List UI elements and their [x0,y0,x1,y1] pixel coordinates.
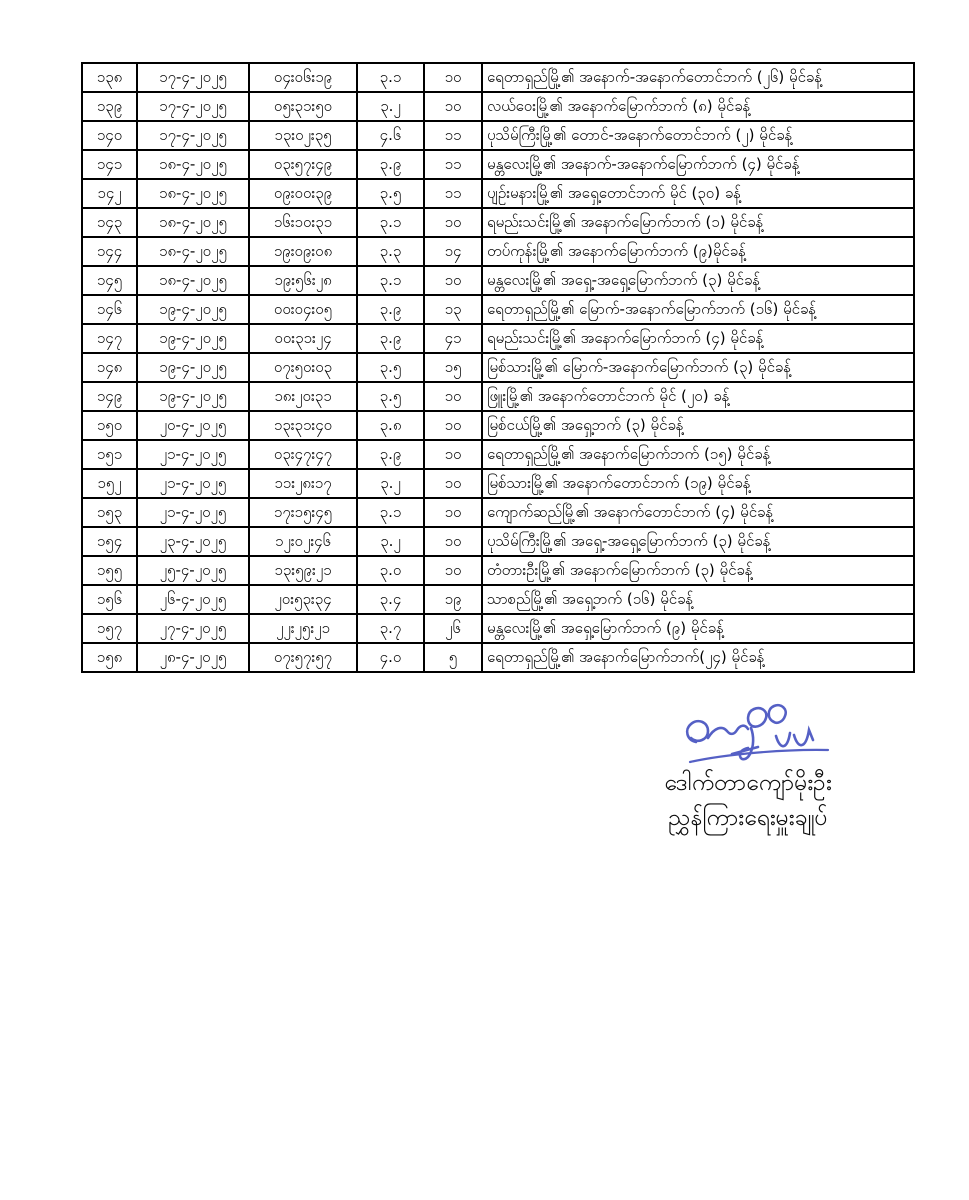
cell-date: ၂၀-၄-၂၀၂၅ [137,411,249,440]
cell-time: ၁၃း၀၂း၃၅ [249,121,357,150]
cell-depth: ၄၁ [424,324,482,353]
signature-path [776,730,813,746]
cell-depth: ၁၁ [424,121,482,150]
table-row [82,63,914,92]
table-row [82,208,914,237]
cell-location: ပျဉ်းမနားမြို့၏ အရှေ့တောင်ဘက် မိုင် (၃၀) ခန့် [482,179,914,208]
cell-magnitude: ၃.၁ [357,266,424,295]
cell-time: ၀၇း၅၀း၀၃ [249,353,357,382]
cell-time: ၁၉း၅၆း၂၈ [249,266,357,295]
cell-location: လယ်ဝေးမြို့၏ အနောက်မြောက်ဘက် (၈) မိုင်ခန့် [482,92,914,121]
table-row [82,527,914,556]
cell-serial-number: ၁၅၀ [82,411,137,440]
cell-date: ၂၁-၄-၂၀၂၅ [137,469,249,498]
table-row [82,266,914,295]
earthquake-table [81,62,915,673]
cell-location: ဖြူးမြို့၏ အနောက်တောင်ဘက် မိုင် (၂၀) ခန့် [482,382,914,411]
cell-location: တံတားဦးမြို့၏ အနောက်မြောက်ဘက် (၃) မိုင်ခန့် [482,556,914,585]
cell-date: ၂၇-၄-၂၀၂၅ [137,614,249,643]
cell-serial-number: ၁၄၄ [82,237,137,266]
cell-location: ရမည်းသင်းမြို့၏ အနောက်မြောက်ဘက် (၄) မိုင်ခန့် [482,324,914,353]
cell-location: မြစ်သားမြို့၏ အနောက်တောင်ဘက် (၁၉) မိုင်ခန့် [482,469,914,498]
cell-date: ၁၉-၄-၂၀၂၅ [137,295,249,324]
cell-location: မန္တလေးမြို့၏ အရှေ့မြောက်ဘက် (၉) မိုင်ခန့် [482,614,914,643]
cell-time: ၀၀း၃၁း၂၄ [249,324,357,353]
table-row [82,498,914,527]
cell-location: ရေတာရှည်မြို့၏ မြောက်-အနောက်မြောက်ဘက် (၁၆) မိုင်ခန့် [482,295,914,324]
cell-time: ၁၃း၃၁း၄၀ [249,411,357,440]
cell-depth: ၁၀ [424,382,482,411]
table-row [82,353,914,382]
cell-date: ၁၇-၄-၂၀၂၅ [137,92,249,121]
cell-date: ၁၈-၄-၂၀၂၅ [137,208,249,237]
table-row [82,121,914,150]
table-row [82,556,914,585]
cell-depth: ၁၀ [424,469,482,498]
cell-time: ၀၇း၅၇း၅၇ [249,643,357,672]
cell-serial-number: ၁၃၈ [82,63,137,92]
cell-magnitude: ၃.၁ [357,498,424,527]
cell-serial-number: ၁၄၉ [82,382,137,411]
cell-magnitude: ၃.၈ [357,411,424,440]
cell-date: ၁၈-၄-၂၀၂၅ [137,150,249,179]
table-row [82,643,914,672]
cell-location: ရေတာရှည်မြို့၏ အနောက်မြောက်ဘက် (၁၅) မိုင်ခန့် [482,440,914,469]
cell-time: ၂၀း၅၃း၃၄ [249,585,357,614]
cell-depth: ၁၀ [424,411,482,440]
cell-serial-number: ၁၄၁ [82,150,137,179]
cell-magnitude: ၄.၆ [357,121,424,150]
signature-block [608,698,888,835]
cell-time: ၀၀း၀၄း၀၅ [249,295,357,324]
cell-serial-number: ၁၄၅ [82,266,137,295]
signature-path [748,705,786,726]
cell-location: တပ်ကုန်းမြို့၏ အနောက်မြောက်ဘက် (၉)မိုင်ခန့် [482,237,914,266]
cell-magnitude: ၃.၂ [357,469,424,498]
cell-time: ၁၉း၀၉း၀၈ [249,237,357,266]
signatory-title: ညွှန်ကြားရေးမှူးချုပ် [668,804,828,831]
cell-location: မန္တလေးမြို့၏ အရှေ့-အရှေ့မြောက်ဘက် (၃) မိုင်ခန့် [482,266,914,295]
cell-depth: ၁၅ [424,353,482,382]
table-row [82,585,914,614]
table-row [82,382,914,411]
cell-magnitude: ၃.၅ [357,179,424,208]
signature-path [690,750,828,762]
cell-serial-number: ၁၃၉ [82,92,137,121]
cell-time: ၁၇း၁၅း၄၅ [249,498,357,527]
cell-location: ပုသိမ်ကြီးမြို့၏ တောင်-အနောက်တောင်ဘက် (၂) မိုင်ခန့် [482,121,914,150]
cell-depth: ၁၃ [424,295,482,324]
cell-date: ၂၈-၄-၂၀၂၅ [137,643,249,672]
cell-serial-number: ၁၅၂ [82,469,137,498]
cell-magnitude: ၃.၉ [357,324,424,353]
table-row [82,324,914,353]
cell-location: မြစ်ငယ်မြို့၏ အရှေ့ဘက် (၃) မိုင်ခန့် [482,411,914,440]
cell-depth: ၁၀ [424,440,482,469]
cell-magnitude: ၃.၂ [357,92,424,121]
cell-serial-number: ၁၅၇ [82,614,137,643]
cell-serial-number: ၁၅၅ [82,556,137,585]
cell-magnitude: ၃.၄ [357,585,424,614]
cell-magnitude: ၃.၅ [357,353,424,382]
cell-time: ၁၁း၂၈း၁၇ [249,469,357,498]
cell-time: ၀၉း၀၀း၃၉ [249,179,357,208]
cell-time: ၀၄း၀၆း၁၉ [249,63,357,92]
cell-serial-number: ၁၄၀ [82,121,137,150]
cell-date: ၁၉-၄-၂၀၂၅ [137,353,249,382]
cell-date: ၁၉-၄-၂၀၂၅ [137,324,249,353]
cell-serial-number: ၁၅၈ [82,643,137,672]
cell-date: ၂၃-၄-၂၀၂၅ [137,527,249,556]
cell-time: ၀၃း၅၇း၄၉ [249,150,357,179]
cell-magnitude: ၃.၉ [357,150,424,179]
table-row [82,179,914,208]
cell-time: ၁၆း၁၀း၃၁ [249,208,357,237]
table-row [82,411,914,440]
cell-time: ၁၃း၅၉း၂၁ [249,556,357,585]
cell-magnitude: ၃.၁ [357,208,424,237]
cell-date: ၂၁-၄-၂၀၂၅ [137,440,249,469]
cell-serial-number: ၁၅၆ [82,585,137,614]
cell-magnitude: ၃.၃ [357,237,424,266]
cell-date: ၁၈-၄-၂၀၂၅ [137,179,249,208]
cell-serial-number: ၁၄၇ [82,324,137,353]
cell-time: ၁၈း၂၀း၃၁ [249,382,357,411]
cell-date: ၂၆-၄-၂၀၂၅ [137,585,249,614]
cell-serial-number: ၁၅၃ [82,498,137,527]
table-row [82,150,914,179]
cell-depth: ၁၀ [424,92,482,121]
cell-depth: ၁၀ [424,527,482,556]
table-row [82,237,914,266]
cell-location: ရမည်းသင်းမြို့၏ အနောက်မြောက်ဘက် (၁) မိုင်ခန့် [482,208,914,237]
cell-serial-number: ၁၄၆ [82,295,137,324]
cell-depth: ၁၉ [424,585,482,614]
cell-depth: ၁၀ [424,498,482,527]
cell-location: ရေတာရှည်မြို့၏ အနောက်မြောက်ဘက်(၂၄) မိုင်ခန့် [482,643,914,672]
cell-location: သာစည်မြို့၏ အရှေ့ဘက် (၁၆) မိုင်ခန့် [482,585,914,614]
cell-time: ၂၂း၂၅း၂၁ [249,614,357,643]
signatory-name: ဒေါက်တာကျော်မိုးဦး [664,770,832,796]
cell-depth: ၁၁ [424,150,482,179]
cell-location: မြစ်သားမြို့၏ မြောက်-အနောက်မြောက်ဘက် (၃) မိုင်ခန့် [482,353,914,382]
cell-depth: ၁၀ [424,266,482,295]
cell-depth: ၁၀ [424,63,482,92]
cell-magnitude: ၃.၂ [357,527,424,556]
cell-location: ပုသိမ်ကြီးမြို့၏ အရှေ့-အရှေ့မြောက်ဘက် (၃) မိုင်ခန့် [482,527,914,556]
cell-date: ၂၁-၄-၂၀၂၅ [137,498,249,527]
earthquake-table-body [82,63,914,672]
cell-magnitude: ၃.၀ [357,556,424,585]
cell-date: ၁၉-၄-၂၀၂၅ [137,382,249,411]
cell-serial-number: ၁၅၄ [82,527,137,556]
cell-depth: ၁၄ [424,237,482,266]
cell-magnitude: ၃.၁ [357,63,424,92]
cell-date: ၁၈-၄-၂၀၂၅ [137,237,249,266]
cell-location: ကျောက်ဆည်မြို့၏ အနောက်တောင်ဘက် (၄) မိုင်ခန့် [482,498,914,527]
cell-location: မန္တလေးမြို့၏ အနောက်-အနောက်မြောက်ဘက် (၄) မိုင်ခန့် [482,150,914,179]
table-row [82,469,914,498]
cell-magnitude: ၃.၉ [357,440,424,469]
cell-time: ၀၅း၃၁း၅၀ [249,92,357,121]
cell-depth: ၁၁ [424,179,482,208]
cell-depth: ၂၆ [424,614,482,643]
signature-ink [648,698,848,770]
cell-time: ၀၃း၄၇း၄၇ [249,440,357,469]
cell-serial-number: ၁၄၂ [82,179,137,208]
cell-serial-number: ၁၅၁ [82,440,137,469]
table-row [82,295,914,324]
cell-date: ၂၅-၄-၂၀၂၅ [137,556,249,585]
table-row [82,92,914,121]
cell-depth: ၁၀ [424,208,482,237]
cell-magnitude: ၄.၀ [357,643,424,672]
cell-date: ၁၇-၄-၂၀၂၅ [137,63,249,92]
cell-serial-number: ၁၄၃ [82,208,137,237]
cell-serial-number: ၁၄၈ [82,353,137,382]
cell-magnitude: ၃.၅ [357,382,424,411]
cell-location: ရေတာရှည်မြို့၏ အနောက်-အနောက်တောင်ဘက် (၂၆) မိုင်ခန့် [482,63,914,92]
cell-date: ၁၈-၄-၂၀၂၅ [137,266,249,295]
cell-date: ၁၇-၄-၂၀၂၅ [137,121,249,150]
cell-time: ၁၂း၀၂း၄၆ [249,527,357,556]
cell-magnitude: ၃.၇ [357,614,424,643]
table-row [82,440,914,469]
cell-depth: ၁၀ [424,556,482,585]
cell-depth: ၅ [424,643,482,672]
cell-magnitude: ၃.၉ [357,295,424,324]
table-row [82,614,914,643]
signature-path [687,721,748,742]
